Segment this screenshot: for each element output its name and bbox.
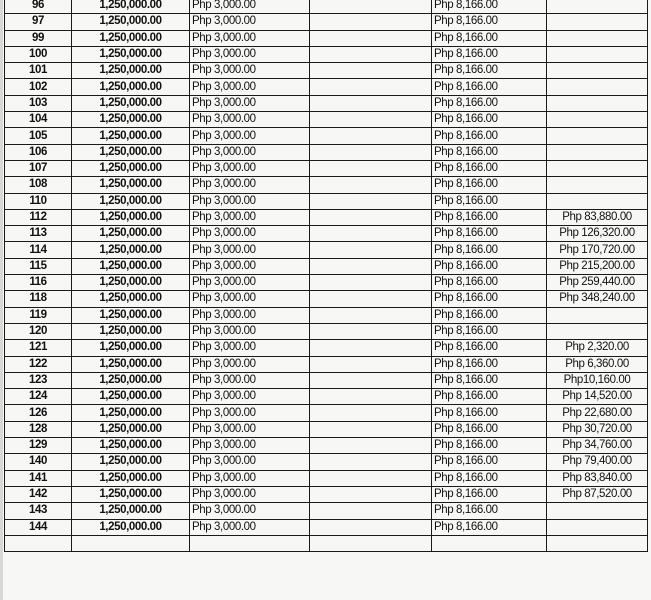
balance-cell (547, 144, 648, 160)
empty-cell (310, 470, 432, 486)
fee-cell: Php 3,000.00 (190, 291, 310, 307)
balance-cell (547, 30, 648, 46)
table-row (5, 389, 648, 405)
row-number-cell: 110 (5, 193, 72, 209)
empty-cell (310, 30, 432, 46)
row-number-cell: 128 (5, 421, 72, 437)
payment-cell: Php 8,166.00 (432, 258, 547, 274)
payment-cell: Php 8,166.00 (432, 454, 547, 470)
table-row (5, 128, 648, 144)
table-row (5, 226, 648, 242)
loan-amount-cell: 1,250,000.00 (72, 46, 190, 62)
loan-amount-cell: 1,250,000.00 (72, 0, 190, 14)
row-number-cell: 129 (5, 438, 72, 454)
fee-cell: Php 3,000.00 (190, 242, 310, 258)
loan-amount-cell: 1,250,000.00 (72, 340, 190, 356)
balance-cell: Php 34,760.00 (547, 438, 648, 454)
payment-cell: Php 8,166.00 (432, 0, 547, 14)
fee-cell: Php 3,000.00 (190, 421, 310, 437)
loan-amount-cell: 1,250,000.00 (72, 454, 190, 470)
table-row (5, 470, 648, 486)
fee-cell: Php 3,000.00 (190, 454, 310, 470)
empty-cell (310, 291, 432, 307)
payment-cell: Php 8,166.00 (432, 503, 547, 519)
row-number-cell: 123 (5, 372, 72, 388)
payment-cell: Php 8,166.00 (432, 519, 547, 535)
payment-cell: Php 8,166.00 (432, 470, 547, 486)
payment-cell: Php 8,166.00 (432, 307, 547, 323)
loan-amount-cell: 1,250,000.00 (72, 438, 190, 454)
payment-cell: Php 8,166.00 (432, 95, 547, 111)
loan-amount-cell: 1,250,000.00 (72, 79, 190, 95)
fee-cell: Php 3,000.00 (190, 226, 310, 242)
table-row (5, 503, 648, 519)
table-row (5, 144, 648, 160)
empty-cell (310, 503, 432, 519)
empty-cell (310, 63, 432, 79)
row-number-cell: 113 (5, 226, 72, 242)
loan-amount-cell (72, 535, 190, 551)
loan-amount-cell: 1,250,000.00 (72, 275, 190, 291)
empty-cell (310, 438, 432, 454)
row-number-cell: 124 (5, 389, 72, 405)
table-row (5, 177, 648, 193)
fee-cell: Php 3,000.00 (190, 128, 310, 144)
row-number-cell (5, 535, 72, 551)
balance-cell (547, 519, 648, 535)
empty-cell (310, 535, 432, 551)
row-number-cell: 96 (5, 0, 72, 14)
loan-amount-cell: 1,250,000.00 (72, 112, 190, 128)
row-number-cell: 108 (5, 177, 72, 193)
table-row (5, 519, 648, 535)
loan-amount-cell: 1,250,000.00 (72, 177, 190, 193)
empty-cell (310, 144, 432, 160)
fee-cell: Php 3,000.00 (190, 144, 310, 160)
fee-cell: Php 3,000.00 (190, 258, 310, 274)
balance-cell: Php 79,400.00 (547, 454, 648, 470)
ledger-body (5, 0, 648, 552)
row-number-cell: 106 (5, 144, 72, 160)
table-row (5, 438, 648, 454)
row-number-cell: 102 (5, 79, 72, 95)
payment-cell: Php 8,166.00 (432, 46, 547, 62)
table-row (5, 323, 648, 339)
table-row (5, 95, 648, 111)
empty-cell (310, 454, 432, 470)
loan-amount-cell: 1,250,000.00 (72, 470, 190, 486)
payment-cell: Php 8,166.00 (432, 291, 547, 307)
payment-cell: Php 8,166.00 (432, 421, 547, 437)
fee-cell: Php 3,000.00 (190, 46, 310, 62)
row-number-cell: 105 (5, 128, 72, 144)
empty-cell (310, 14, 432, 30)
row-number-cell: 114 (5, 242, 72, 258)
balance-cell: Php 126,320.00 (547, 226, 648, 242)
loan-amount-cell: 1,250,000.00 (72, 144, 190, 160)
payment-cell: Php 8,166.00 (432, 389, 547, 405)
loan-amount-cell: 1,250,000.00 (72, 30, 190, 46)
row-number-cell: 116 (5, 275, 72, 291)
table-row (5, 535, 648, 551)
empty-cell (310, 95, 432, 111)
balance-cell (547, 160, 648, 176)
payment-cell: Php 8,166.00 (432, 160, 547, 176)
empty-cell (310, 405, 432, 421)
loan-amount-cell: 1,250,000.00 (72, 389, 190, 405)
empty-cell (310, 519, 432, 535)
balance-cell (547, 193, 648, 209)
fee-cell: Php 3,000.00 (190, 438, 310, 454)
table-row (5, 340, 648, 356)
empty-cell (310, 372, 432, 388)
row-number-cell: 142 (5, 486, 72, 502)
fee-cell: Php 3,000.00 (190, 63, 310, 79)
payment-cell: Php 8,166.00 (432, 275, 547, 291)
balance-cell (547, 79, 648, 95)
empty-cell (310, 46, 432, 62)
payment-cell: Php 8,166.00 (432, 242, 547, 258)
row-number-cell: 122 (5, 356, 72, 372)
row-number-cell: 103 (5, 95, 72, 111)
empty-cell (310, 307, 432, 323)
fee-cell: Php 3,000.00 (190, 275, 310, 291)
empty-cell (310, 128, 432, 144)
row-number-cell: 107 (5, 160, 72, 176)
table-row (5, 0, 648, 14)
balance-cell: Php 83,840.00 (547, 470, 648, 486)
balance-cell (547, 323, 648, 339)
row-number-cell: 101 (5, 63, 72, 79)
table-row (5, 14, 648, 30)
payment-cell: Php 8,166.00 (432, 356, 547, 372)
fee-cell: Php 3,000.00 (190, 470, 310, 486)
table-row (5, 291, 648, 307)
table-row (5, 63, 648, 79)
row-number-cell: 119 (5, 307, 72, 323)
fee-cell: Php 3,000.00 (190, 519, 310, 535)
balance-cell (547, 0, 648, 14)
loan-amount-cell: 1,250,000.00 (72, 356, 190, 372)
balance-cell: Php 14,520.00 (547, 389, 648, 405)
balance-cell: Php 6,360.00 (547, 356, 648, 372)
payment-cell: Php 8,166.00 (432, 30, 547, 46)
payment-cell: Php 8,166.00 (432, 79, 547, 95)
balance-cell (547, 95, 648, 111)
balance-cell: Php 259,440.00 (547, 275, 648, 291)
empty-cell (310, 421, 432, 437)
payment-cell: Php 8,166.00 (432, 340, 547, 356)
loan-amount-cell: 1,250,000.00 (72, 95, 190, 111)
fee-cell: Php 3,000.00 (190, 160, 310, 176)
empty-cell (310, 177, 432, 193)
fee-cell: Php 3,000.00 (190, 30, 310, 46)
row-number-cell: 104 (5, 112, 72, 128)
payment-cell: Php 8,166.00 (432, 209, 547, 225)
table-row (5, 405, 648, 421)
balance-cell: Php 22,680.00 (547, 405, 648, 421)
table-row (5, 193, 648, 209)
payment-cell (432, 535, 547, 551)
balance-cell (547, 112, 648, 128)
empty-cell (310, 340, 432, 356)
fee-cell: Php 3,000.00 (190, 323, 310, 339)
balance-cell (547, 128, 648, 144)
table-row (5, 112, 648, 128)
row-number-cell: 112 (5, 209, 72, 225)
payment-cell: Php 8,166.00 (432, 177, 547, 193)
payment-cell: Php 8,166.00 (432, 63, 547, 79)
loan-amount-cell: 1,250,000.00 (72, 209, 190, 225)
table-row (5, 46, 648, 62)
row-number-cell: 140 (5, 454, 72, 470)
empty-cell (310, 356, 432, 372)
empty-cell (310, 323, 432, 339)
fee-cell: Php 3,000.00 (190, 79, 310, 95)
table-row (5, 421, 648, 437)
loan-amount-cell: 1,250,000.00 (72, 323, 190, 339)
empty-cell (310, 275, 432, 291)
empty-cell (310, 389, 432, 405)
fee-cell: Php 3,000.00 (190, 209, 310, 225)
row-number-cell: 97 (5, 14, 72, 30)
fee-cell: Php 3,000.00 (190, 486, 310, 502)
empty-cell (310, 160, 432, 176)
table-row (5, 30, 648, 46)
balance-cell: Php 170,720.00 (547, 242, 648, 258)
payment-cell: Php 8,166.00 (432, 128, 547, 144)
row-number-cell: 100 (5, 46, 72, 62)
row-number-cell: 115 (5, 258, 72, 274)
fee-cell: Php 3,000.00 (190, 405, 310, 421)
row-number-cell: 121 (5, 340, 72, 356)
fee-cell: Php 3,000.00 (190, 14, 310, 30)
table-row (5, 486, 648, 502)
fee-cell (190, 535, 310, 551)
page-edge-shadow (0, 0, 3, 600)
fee-cell: Php 3,000.00 (190, 95, 310, 111)
table-row (5, 307, 648, 323)
empty-cell (310, 258, 432, 274)
table-row (5, 242, 648, 258)
payment-cell: Php 8,166.00 (432, 323, 547, 339)
balance-cell (547, 177, 648, 193)
fee-cell: Php 3,000.00 (190, 177, 310, 193)
empty-cell (310, 486, 432, 502)
empty-cell (310, 226, 432, 242)
loan-amount-cell: 1,250,000.00 (72, 405, 190, 421)
table-row (5, 209, 648, 225)
row-number-cell: 141 (5, 470, 72, 486)
payment-cell: Php 8,166.00 (432, 144, 547, 160)
payment-cell: Php 8,166.00 (432, 226, 547, 242)
table-row (5, 454, 648, 470)
empty-cell (310, 112, 432, 128)
balance-cell (547, 307, 648, 323)
balance-cell: Php 87,520.00 (547, 486, 648, 502)
payment-cell: Php 8,166.00 (432, 14, 547, 30)
loan-amount-cell: 1,250,000.00 (72, 421, 190, 437)
empty-cell (310, 79, 432, 95)
fee-cell: Php 3,000.00 (190, 356, 310, 372)
row-number-cell: 99 (5, 30, 72, 46)
loan-amount-cell: 1,250,000.00 (72, 242, 190, 258)
balance-cell (547, 46, 648, 62)
table-row (5, 372, 648, 388)
balance-cell: Php 83,880.00 (547, 209, 648, 225)
ledger-table (4, 0, 648, 552)
loan-amount-cell: 1,250,000.00 (72, 519, 190, 535)
fee-cell: Php 3,000.00 (190, 340, 310, 356)
table-row (5, 258, 648, 274)
payment-cell: Php 8,166.00 (432, 405, 547, 421)
loan-amount-cell: 1,250,000.00 (72, 226, 190, 242)
balance-cell (547, 503, 648, 519)
fee-cell: Php 3,000.00 (190, 503, 310, 519)
row-number-cell: 118 (5, 291, 72, 307)
balance-cell (547, 63, 648, 79)
empty-cell (310, 242, 432, 258)
empty-cell (310, 0, 432, 14)
table-row (5, 275, 648, 291)
row-number-cell: 143 (5, 503, 72, 519)
loan-amount-cell: 1,250,000.00 (72, 372, 190, 388)
fee-cell: Php 3,000.00 (190, 307, 310, 323)
payment-cell: Php 8,166.00 (432, 372, 547, 388)
loan-amount-cell: 1,250,000.00 (72, 128, 190, 144)
balance-cell (547, 14, 648, 30)
payment-cell: Php 8,166.00 (432, 112, 547, 128)
balance-cell: Php10,160.00 (547, 372, 648, 388)
row-number-cell: 120 (5, 323, 72, 339)
fee-cell: Php 3,000.00 (190, 193, 310, 209)
table-row (5, 356, 648, 372)
payment-cell: Php 8,166.00 (432, 193, 547, 209)
loan-amount-cell: 1,250,000.00 (72, 160, 190, 176)
balance-cell: Php 2,320.00 (547, 340, 648, 356)
empty-cell (310, 209, 432, 225)
empty-cell (310, 193, 432, 209)
balance-cell (547, 535, 648, 551)
row-number-cell: 126 (5, 405, 72, 421)
loan-amount-cell: 1,250,000.00 (72, 291, 190, 307)
loan-amount-cell: 1,250,000.00 (72, 258, 190, 274)
balance-cell: Php 215,200.00 (547, 258, 648, 274)
balance-cell: Php 348,240.00 (547, 291, 648, 307)
balance-cell: Php 30,720.00 (547, 421, 648, 437)
loan-amount-cell: 1,250,000.00 (72, 486, 190, 502)
loan-amount-cell: 1,250,000.00 (72, 193, 190, 209)
loan-amount-cell: 1,250,000.00 (72, 503, 190, 519)
loan-amount-cell: 1,250,000.00 (72, 63, 190, 79)
loan-amount-cell: 1,250,000.00 (72, 307, 190, 323)
fee-cell: Php 3,000.00 (190, 389, 310, 405)
loan-amount-cell: 1,250,000.00 (72, 14, 190, 30)
payment-cell: Php 8,166.00 (432, 486, 547, 502)
row-number-cell: 144 (5, 519, 72, 535)
table-row (5, 160, 648, 176)
fee-cell: Php 3,000.00 (190, 372, 310, 388)
payment-cell: Php 8,166.00 (432, 438, 547, 454)
table-row (5, 79, 648, 95)
fee-cell: Php 3,000.00 (190, 112, 310, 128)
fee-cell: Php 3,000.00 (190, 0, 310, 14)
